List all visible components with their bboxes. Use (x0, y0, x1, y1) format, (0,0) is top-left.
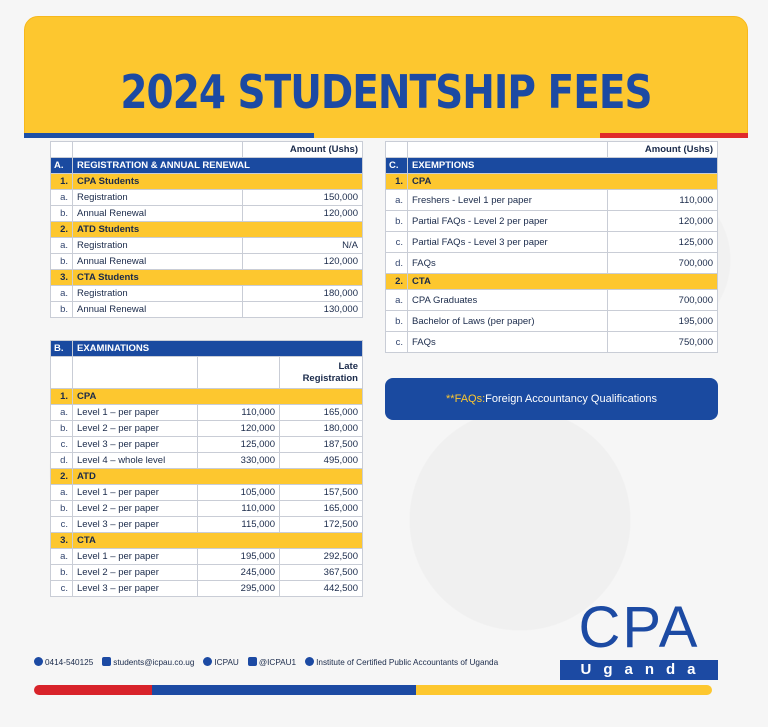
row-letter: b. (386, 211, 408, 232)
row-letter: b. (386, 311, 408, 332)
exam-row (51, 549, 363, 565)
blank-cell (198, 357, 280, 389)
row-fee: 195,000 (198, 549, 280, 565)
group-name: ATD Students (73, 222, 363, 238)
row-letter: b. (51, 254, 73, 270)
row-late-fee: 187,500 (280, 437, 363, 453)
row-letter: a. (51, 238, 73, 254)
exam-row (51, 581, 363, 597)
blank-cell (51, 142, 73, 158)
row-letter: b. (51, 565, 73, 581)
row-letter: b. (51, 206, 73, 222)
group-name: CTA (73, 533, 363, 549)
note-highlight: **FAQs: (446, 393, 486, 405)
row-letter: a. (51, 286, 73, 302)
registration-renewal-table (50, 141, 363, 318)
divider-stripe-blue (24, 133, 314, 138)
footer-stripe-red (34, 685, 152, 695)
row-label: Level 3 – per paper (73, 517, 198, 533)
exam-row (51, 517, 363, 533)
row-fee: 105,000 (198, 485, 280, 501)
header-row (51, 142, 363, 158)
footer-stripe-blue (152, 685, 416, 695)
title-banner (24, 16, 748, 136)
page-title: 2024 STUDENTSHIP FEES (120, 66, 652, 121)
row-late-fee: 157,500 (280, 485, 363, 501)
row-amount: 150,000 (243, 190, 363, 206)
row-late-fee: 292,500 (280, 549, 363, 565)
row-letter: d. (51, 453, 73, 469)
row-label: CPA Graduates (408, 290, 608, 311)
group-row (51, 174, 363, 190)
row-amount: 120,000 (243, 206, 363, 222)
exemption-row (386, 190, 718, 211)
exemption-row (386, 290, 718, 311)
row-fee: 115,000 (198, 517, 280, 533)
row-letter: a. (51, 485, 73, 501)
row-fee: 110,000 (198, 405, 280, 421)
section-title-row (51, 158, 363, 174)
exam-row (51, 405, 363, 421)
group-row (51, 389, 363, 405)
row-letter: b. (51, 421, 73, 437)
row-amount: 180,000 (243, 286, 363, 302)
row-label: Level 3 – per paper (73, 437, 198, 453)
twitter-icon (248, 657, 257, 666)
row-letter: a. (386, 290, 408, 311)
row-letter: b. (51, 302, 73, 318)
row-amount: 125,000 (608, 232, 718, 253)
twitter-text: @ICPAU1 (258, 658, 297, 667)
section-title-row (386, 158, 718, 174)
row-label: Bachelor of Laws (per paper) (408, 311, 608, 332)
section-letter: A. (51, 158, 73, 174)
row-fee: 110,000 (198, 501, 280, 517)
row-amount: 750,000 (608, 332, 718, 353)
row-late-fee: 367,500 (280, 565, 363, 581)
row-letter: a. (51, 549, 73, 565)
group-number: 2. (386, 274, 408, 290)
row-letter: a. (51, 190, 73, 206)
group-name: ATD (73, 469, 363, 485)
blank-cell (73, 142, 243, 158)
group-number: 3. (51, 270, 73, 286)
group-number: 1. (51, 174, 73, 190)
exam-row (51, 437, 363, 453)
website-contact[interactable] (305, 657, 498, 667)
group-row (51, 533, 363, 549)
faqs-note (385, 378, 718, 420)
fee-row (51, 190, 363, 206)
section-letter: C. (386, 158, 408, 174)
group-number: 1. (51, 389, 73, 405)
facebook-text: ICPAU (214, 658, 239, 667)
section-title-row (51, 341, 363, 357)
exemptions-table (385, 141, 718, 353)
row-late-fee: 172,500 (280, 517, 363, 533)
exam-row (51, 421, 363, 437)
amount-header: Amount (Ushs) (608, 142, 718, 158)
blank-cell (73, 357, 198, 389)
globe-icon (305, 657, 314, 666)
row-fee: 125,000 (198, 437, 280, 453)
row-label: Registration (73, 286, 243, 302)
header-row (386, 142, 718, 158)
row-late-fee: 165,000 (280, 501, 363, 517)
row-letter: c. (51, 517, 73, 533)
row-amount: 700,000 (608, 253, 718, 274)
row-letter: c. (386, 332, 408, 353)
row-label: Level 1 – per paper (73, 549, 198, 565)
row-label: Annual Renewal (73, 302, 243, 318)
email-icon (102, 657, 111, 666)
row-letter: c. (386, 232, 408, 253)
exam-row (51, 501, 363, 517)
fee-row (51, 238, 363, 254)
exemption-row (386, 311, 718, 332)
row-letter: a. (51, 405, 73, 421)
row-fee: 120,000 (198, 421, 280, 437)
exam-row (51, 453, 363, 469)
row-amount: 130,000 (243, 302, 363, 318)
fee-row (51, 254, 363, 270)
fee-row (51, 302, 363, 318)
row-label: Level 2 – per paper (73, 421, 198, 437)
row-label: Partial FAQs - Level 2 per paper (408, 211, 608, 232)
row-amount: 120,000 (608, 211, 718, 232)
late-registration-header (280, 357, 363, 389)
row-letter: c. (51, 437, 73, 453)
facebook-icon (203, 657, 212, 666)
row-label: Level 4 – whole level (73, 453, 198, 469)
email-contact[interactable] (102, 657, 194, 667)
row-letter: a. (386, 190, 408, 211)
fee-row (51, 206, 363, 222)
header-row (51, 357, 363, 389)
divider-stripe-yellow (314, 133, 600, 138)
examinations-table (50, 340, 363, 597)
late-header-line2: Registration (302, 372, 358, 384)
row-label: Level 3 – per paper (73, 581, 198, 597)
row-label: Annual Renewal (73, 206, 243, 222)
note-text: Foreign Accountancy Qualifications (485, 393, 657, 405)
group-number: 1. (386, 174, 408, 190)
logo-main-text: CPA (578, 595, 700, 660)
group-number: 2. (51, 222, 73, 238)
section-letter: B. (51, 341, 73, 357)
late-header-line1: Late (338, 360, 358, 372)
row-label: Level 2 – per paper (73, 501, 198, 517)
row-label: Registration (73, 238, 243, 254)
section-title: EXEMPTIONS (408, 158, 718, 174)
row-letter: d. (386, 253, 408, 274)
group-number: 2. (51, 469, 73, 485)
exemption-row (386, 332, 718, 353)
group-name: CPA Students (73, 174, 363, 190)
row-fee: 295,000 (198, 581, 280, 597)
group-name: CTA (408, 274, 718, 290)
exam-row (51, 565, 363, 581)
blank-cell (408, 142, 608, 158)
group-name: CPA (73, 389, 363, 405)
row-label: Level 2 – per paper (73, 565, 198, 581)
blank-cell (386, 142, 408, 158)
row-label: FAQs (408, 332, 608, 353)
row-late-fee: 165,000 (280, 405, 363, 421)
row-amount: N/A (243, 238, 363, 254)
cpa-uganda-logo (560, 595, 718, 680)
footer-stripe-yellow (416, 685, 712, 695)
group-name: CTA Students (73, 270, 363, 286)
exemption-row (386, 211, 718, 232)
group-row (51, 270, 363, 286)
group-row (51, 222, 363, 238)
row-late-fee: 442,500 (280, 581, 363, 597)
row-label: Partial FAQs - Level 3 per paper (408, 232, 608, 253)
row-amount: 700,000 (608, 290, 718, 311)
row-fee: 330,000 (198, 453, 280, 469)
phone-icon (34, 657, 43, 666)
section-title: REGISTRATION & ANNUAL RENEWAL (73, 158, 363, 174)
row-amount: 110,000 (608, 190, 718, 211)
group-number: 3. (51, 533, 73, 549)
group-name: CPA (408, 174, 718, 190)
contact-footer (34, 657, 498, 667)
row-amount: 195,000 (608, 311, 718, 332)
row-label: Registration (73, 190, 243, 206)
exemption-row (386, 253, 718, 274)
email-text: students@icpau.co.ug (113, 658, 195, 667)
phone-contact (34, 657, 93, 667)
row-amount: 120,000 (243, 254, 363, 270)
row-label: Level 1 – per paper (73, 485, 198, 501)
row-letter: c. (51, 581, 73, 597)
row-label: Annual Renewal (73, 254, 243, 270)
exam-row (51, 485, 363, 501)
row-label: Level 1 – per paper (73, 405, 198, 421)
row-fee: 245,000 (198, 565, 280, 581)
amount-header: Amount (Ushs) (243, 142, 363, 158)
group-row (386, 274, 718, 290)
section-title: EXAMINATIONS (73, 341, 363, 357)
row-late-fee: 495,000 (280, 453, 363, 469)
phone-text: 0414-540125 (45, 658, 94, 667)
exemption-row (386, 232, 718, 253)
group-row (51, 469, 363, 485)
row-label: FAQs (408, 253, 608, 274)
row-letter: b. (51, 501, 73, 517)
divider-stripe-red (600, 133, 748, 138)
blank-cell (51, 357, 73, 389)
fee-row (51, 286, 363, 302)
website-text: Institute of Certified Public Accountants of Uganda (316, 658, 499, 667)
facebook-contact[interactable] (203, 657, 238, 667)
twitter-contact[interactable] (248, 657, 296, 667)
logo-sub-text: Uganda (560, 660, 718, 680)
row-label: Freshers - Level 1 per paper (408, 190, 608, 211)
row-late-fee: 180,000 (280, 421, 363, 437)
group-row (386, 174, 718, 190)
